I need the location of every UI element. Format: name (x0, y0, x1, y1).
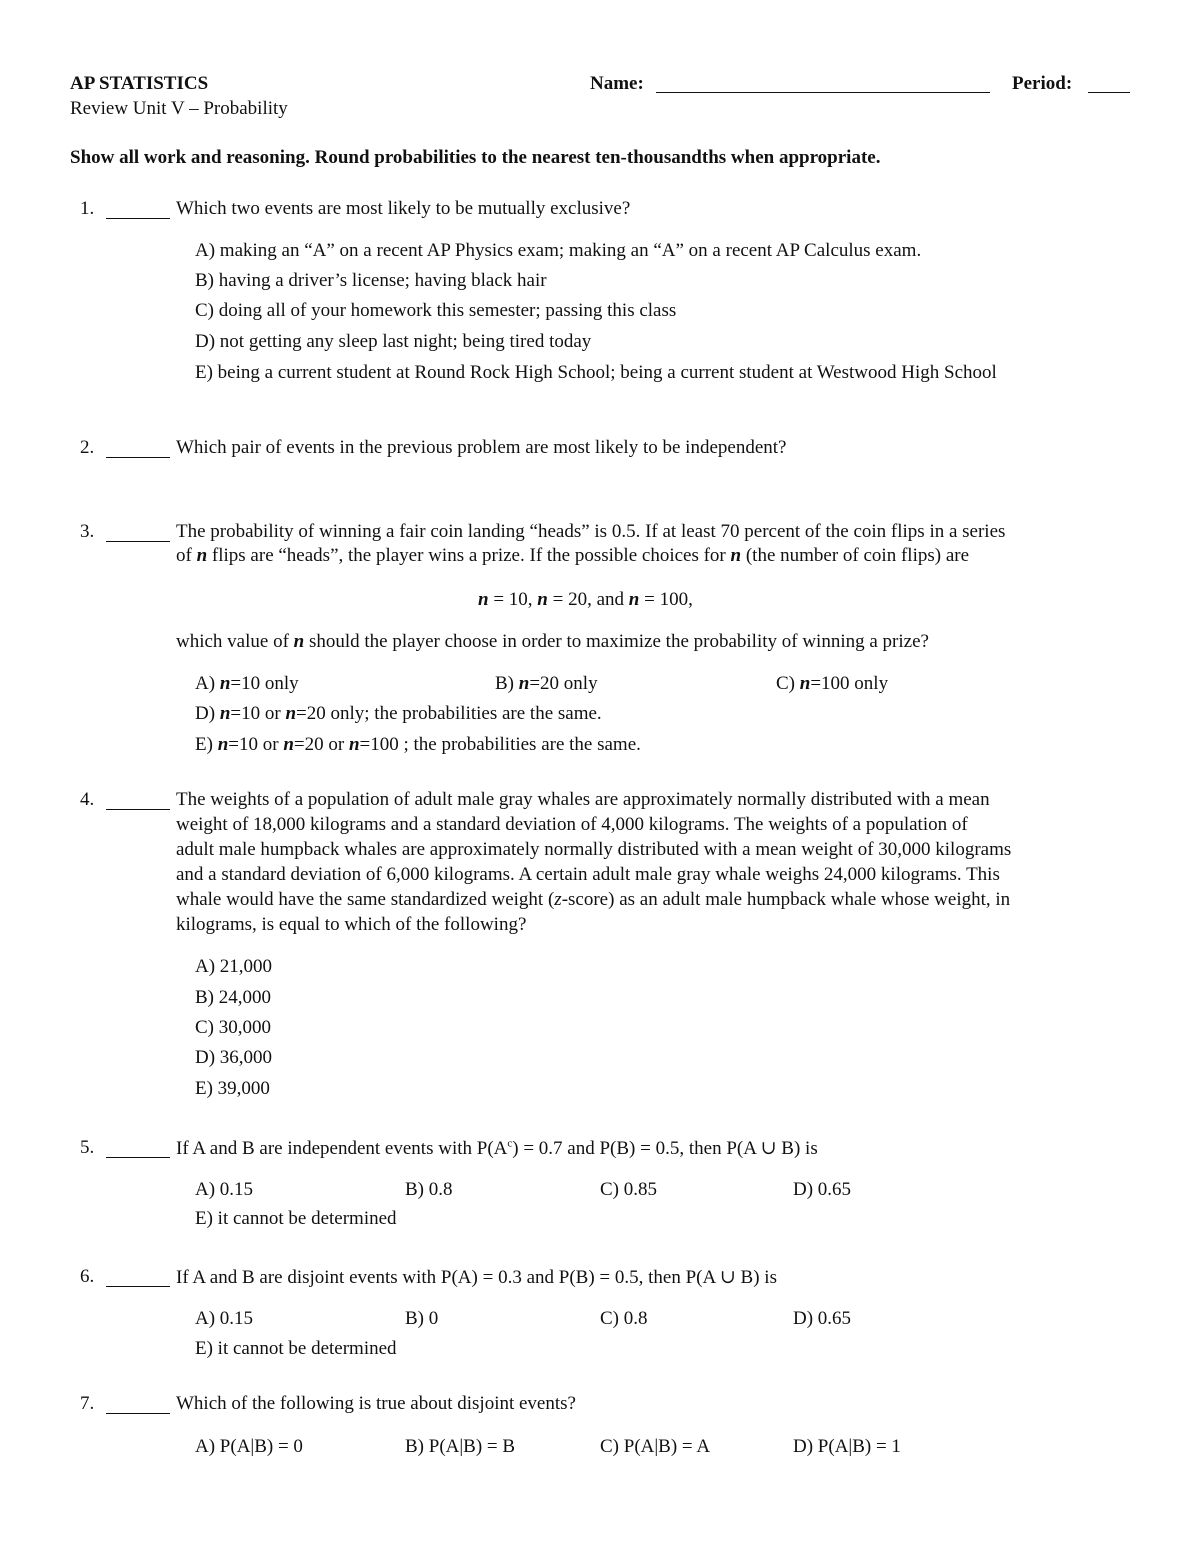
question-text: Which of the following is true about disjoint events? (176, 1393, 576, 1414)
choice-e: E) it cannot be determined (195, 1338, 397, 1359)
choice-d: D) n=10 or n=20 only; the probabilities are the same. (195, 703, 602, 724)
choice-c: C) 0.8 (600, 1308, 648, 1329)
name-field[interactable] (656, 75, 990, 93)
answer-blank[interactable] (106, 1393, 170, 1414)
choice-a: A) 0.15 (195, 1308, 254, 1329)
choice-b: B) 0 (405, 1308, 439, 1329)
question-number: 2. (80, 437, 95, 458)
question-text: Which pair of events in the previous problem are most likely to be independent? (176, 437, 787, 458)
answer-blank[interactable] (106, 437, 170, 458)
choice-b: B) n=20 only (495, 673, 598, 694)
question-text-line-5: whale would have the same standardized weight (z-score) as an adult male humpback whale whose weight, in (176, 889, 1011, 910)
question-number: 6. (80, 1266, 95, 1287)
question-text-line-3: adult male humpback whales are approximately normally distributed with a mean weight of 30,000 kilograms (176, 839, 1012, 860)
equation: n = 10, n = 20, and n = 100, (478, 589, 693, 610)
choice-a: A) 0.15 (195, 1179, 254, 1200)
period-field[interactable] (1088, 75, 1130, 93)
question-text-line-1: The probability of winning a fair coin landing “heads” is 0.5. If at least 70 percent of the coin flips in a series (176, 521, 1006, 542)
choice-c: C) doing all of your homework this semester; passing this class (195, 300, 677, 321)
choice-b: B) having a driver’s license; having black hair (195, 270, 547, 291)
choice-c: C) 30,000 (195, 1017, 271, 1038)
name-label: Name: (590, 73, 644, 94)
question-number: 1. (80, 198, 95, 219)
answer-blank[interactable] (106, 1266, 170, 1287)
period-label: Period: (1012, 73, 1073, 94)
choice-a: A) making an “A” on a recent AP Physics exam; making an “A” on a recent AP Calculus exam. (195, 240, 922, 261)
answer-blank[interactable] (106, 789, 170, 810)
question-text: If A and B are independent events with $P(A^c) = 0.7$ and P(B) = 0.5, then P(A ∪ B) is (176, 1137, 818, 1159)
question-text-line-4: and a standard deviation of 6,000 kilograms. A certain adult male gray whale weighs 24,000 kilograms. This (176, 864, 1000, 885)
question-text-line-3: which value of n should the player choose in order to maximize the probability of winning a prize? (176, 631, 929, 652)
choice-e: E) 39,000 (195, 1078, 270, 1099)
question-number: 7. (80, 1393, 95, 1414)
choice-d: D) 0.65 (793, 1179, 852, 1200)
choice-d: D) 0.65 (793, 1308, 852, 1329)
question-number: 3. (80, 521, 95, 542)
choice-b: B) 24,000 (195, 987, 271, 1008)
question-number: 5. (80, 1137, 95, 1158)
course-title: AP STATISTICS (70, 73, 209, 94)
answer-blank[interactable] (106, 521, 170, 542)
instructions: Show all work and reasoning. Round probabilities to the nearest ten-thousandths when appropriate. (70, 147, 881, 168)
choice-c: C) 0.85 (600, 1179, 657, 1200)
choice-b: B) 0.8 (405, 1179, 453, 1200)
choice-e: E) n=10 or n=20 or n=100 ; the probabilities are the same. (195, 734, 641, 755)
choice-c: C) n=100 only (776, 673, 889, 694)
choice-d: D) P(A|B) = 1 (793, 1436, 901, 1457)
choice-b: B) P(A|B) = B (405, 1436, 516, 1457)
choice-d: D) not getting any sleep last night; being tired today (195, 331, 592, 352)
question-number: 4. (80, 789, 95, 810)
choice-e: E) it cannot be determined (195, 1208, 397, 1229)
choice-a: A) P(A|B) = 0 (195, 1436, 303, 1457)
question-text: Which two events are most likely to be mutually exclusive? (176, 198, 631, 219)
question-text-line-1: The weights of a population of adult male gray whales are approximately normally distributed with a mean (176, 789, 990, 810)
choice-d: D) 36,000 (195, 1047, 273, 1068)
question-text-line-2: weight of 18,000 kilograms and a standard deviation of 4,000 kilograms. The weights of a population of (176, 814, 968, 835)
choice-e: E) being a current student at Round Rock High School; being a current student at Westwood High School (195, 362, 997, 383)
choice-c: C) P(A|B) = A (600, 1436, 711, 1457)
answer-blank[interactable] (106, 1137, 170, 1158)
question-text-line-6: kilograms, is equal to which of the following? (176, 914, 527, 935)
question-text-line-2: of n flips are “heads”, the player wins a prize. If the possible choices for n (the number of coin flips) are (176, 545, 970, 566)
choice-a: A) n=10 only (195, 673, 299, 694)
subtitle: Review Unit V – Probability (70, 98, 288, 119)
choice-a: A) 21,000 (195, 956, 273, 977)
question-text: If A and B are disjoint events with P(A) = 0.3 and P(B) = 0.5, then P(A ∪ B) is (176, 1267, 777, 1288)
answer-blank[interactable] (106, 198, 170, 219)
